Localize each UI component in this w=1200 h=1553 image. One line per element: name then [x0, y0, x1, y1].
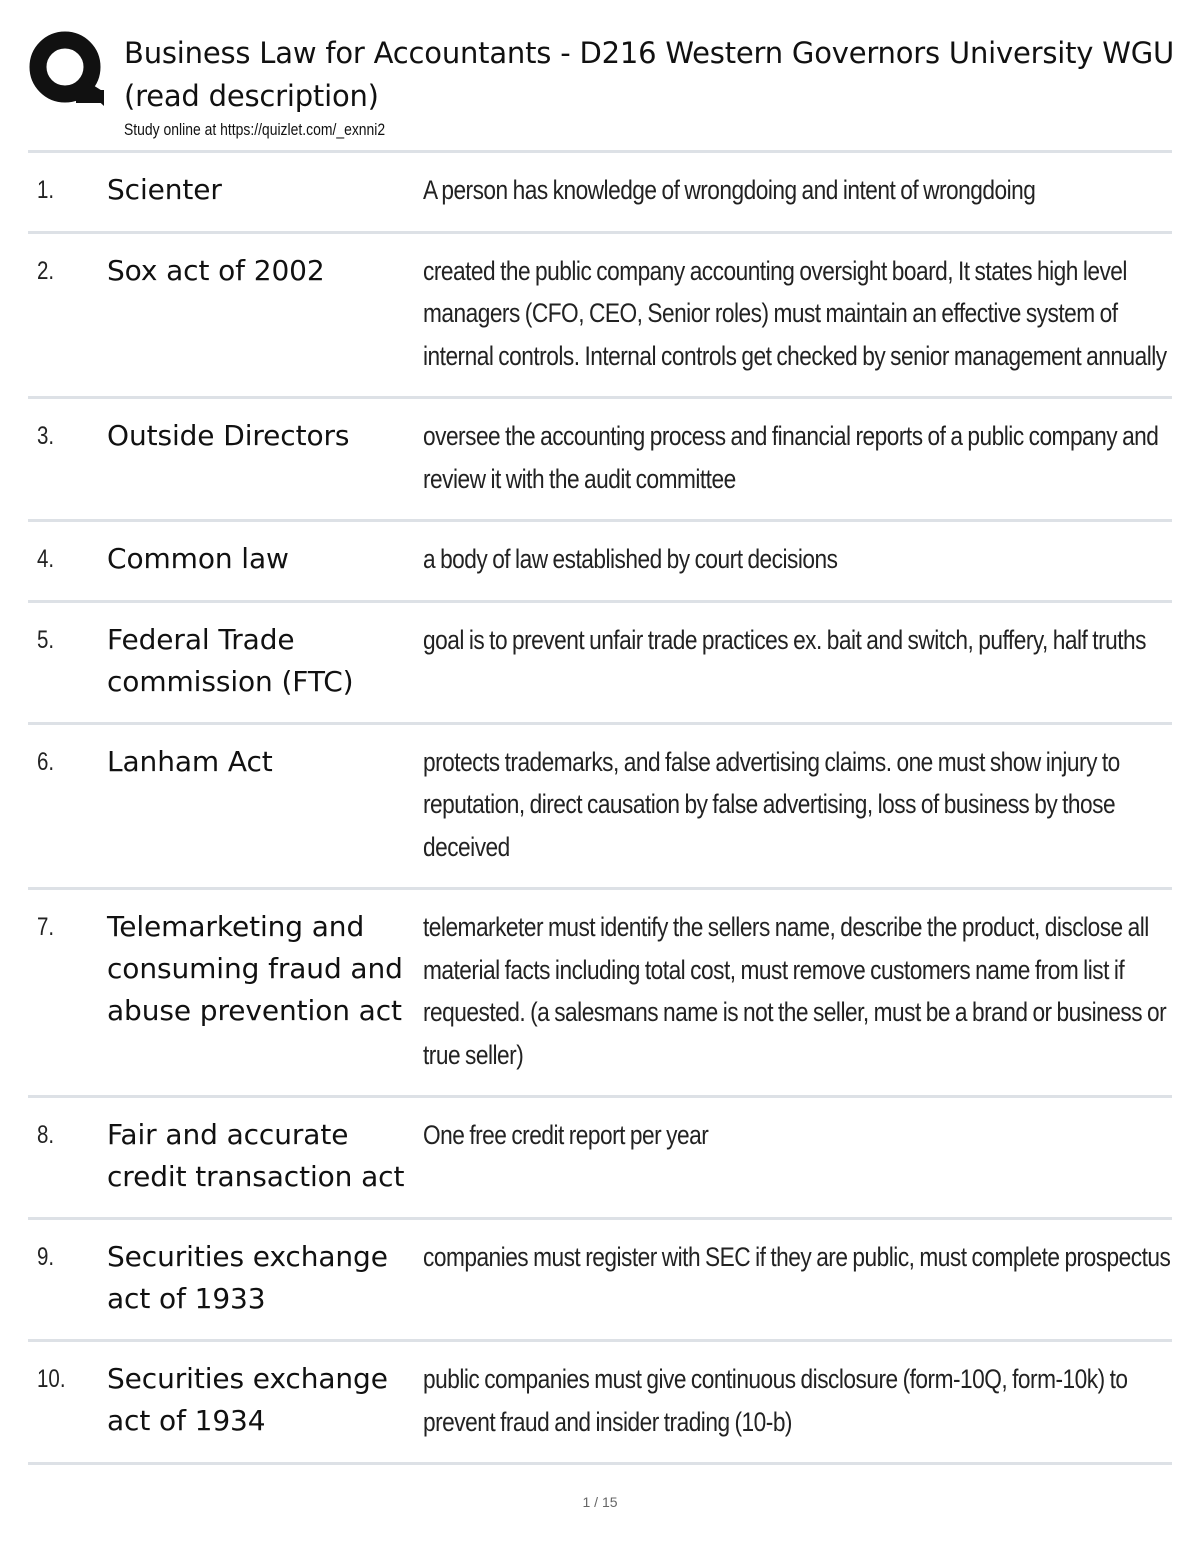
card-term: Securities exchange act of 1933 — [107, 1240, 388, 1315]
card-term: Common law — [107, 542, 289, 575]
flashcard-row — [28, 887, 1172, 1095]
flashcard-row — [28, 519, 1172, 600]
card-term: Telemarketing and consuming fraud and abuse prevention act — [107, 910, 403, 1027]
flashcard-row — [28, 1339, 1172, 1465]
card-number: 5. — [37, 625, 55, 654]
flashcard-row — [28, 231, 1172, 397]
quizlet-logo-icon — [28, 30, 106, 108]
card-definition: goal is to prevent unfair trade practices ex. bait and switch, puffery, half truths — [423, 624, 1146, 655]
card-term: Securities exchange act of 1934 — [107, 1362, 388, 1437]
flashcard-row — [28, 396, 1172, 519]
card-number: 2. — [37, 256, 55, 285]
card-definition: A person has knowledge of wrongdoing and intent of wrongdoing — [423, 175, 1036, 205]
study-online-link[interactable]: Study online at https://quizlet.com/_exnni2 — [124, 120, 386, 139]
flashcard-row — [28, 1217, 1172, 1339]
document-title: Business Law for Accountants - D216 Western Governors University WGU (read description) — [124, 36, 1175, 113]
card-number: 10. — [37, 1365, 66, 1393]
card-term: Outside Directors — [107, 419, 350, 452]
card-number: 8. — [37, 1121, 55, 1149]
card-definition: telemarketer must identify the sellers name, describe the product, disclose all material facts including total cost, must remove customers name from list if requested. (a salesmans name is not the seller, must be a brand or business or true seller) — [423, 912, 1167, 1070]
flashcard-list — [28, 150, 1172, 1465]
page-number: 1 / 15 — [582, 1494, 618, 1510]
card-number: 7. — [37, 913, 55, 941]
card-number: 9. — [37, 1243, 55, 1271]
card-definition: a body of law established by court decisions — [423, 544, 838, 574]
flashcard-row — [28, 600, 1172, 722]
flashcard-row — [28, 150, 1172, 231]
card-definition: created the public company accounting oversight board, It states high level managers (CFO, CEO, Senior roles) must maintain an effective system of internal controls. Internal controls get checked by senior management annually — [423, 255, 1167, 371]
card-number: 1. — [37, 176, 55, 204]
card-term: Sox act of 2002 — [107, 253, 325, 287]
card-term: Federal Trade commission (FTC) — [107, 622, 354, 698]
card-number: 4. — [37, 545, 55, 573]
card-term: Fair and accurate credit transaction act — [107, 1118, 405, 1193]
card-definition: public companies must give continuous disclosure (form-10Q, form-10k) to prevent fraud and insider trading (10-b) — [423, 1364, 1128, 1437]
card-number: 6. — [37, 747, 55, 776]
card-term: Lanham Act — [107, 744, 273, 778]
card-definition: protects trademarks, and false advertising claims. one must show injury to reputation, direct causation by false advertising, loss of business by those deceived — [423, 746, 1120, 862]
flashcard-row — [28, 722, 1172, 888]
card-term: Scienter — [107, 173, 222, 206]
flashcard-row — [28, 1095, 1172, 1217]
card-number: 3. — [37, 422, 55, 450]
card-definition: One free credit report per year — [423, 1120, 709, 1150]
card-definition: companies must register with SEC if they are public, must complete prospectus — [423, 1242, 1171, 1272]
card-definition: oversee the accounting process and financial reports of a public company and review it with the audit committee — [423, 421, 1159, 494]
